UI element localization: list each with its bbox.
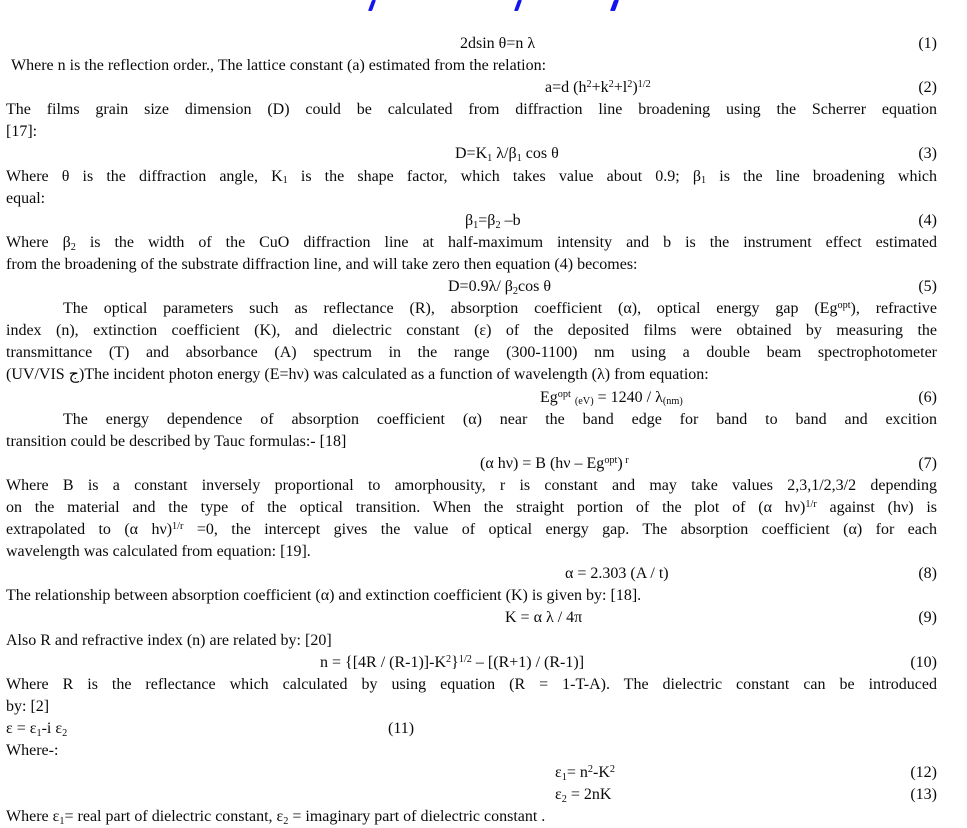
equation-formula: $n = \{[4R / (R-1)]-K^2\}^{1/2} - [(R+1) / (R-1)]$	[320, 653, 585, 671]
equation-line-4	[6, 210, 937, 232]
paragraph-line: from the broadening of the substrate diffraction line, and will take zero then equation (4) becomes:	[6, 255, 638, 273]
paragraph-line: equal:	[6, 189, 46, 207]
equation-line-2	[6, 77, 937, 99]
equation-number: (10)	[910, 653, 937, 671]
equation-formula: $Eg^{opt}$ $_{(eV)} = 1240 / \lambda_{(nm)}$	[540, 388, 683, 408]
equation-line-6	[6, 387, 937, 409]
paragraph-line: Where-:	[6, 742, 59, 759]
paragraph-line: Also R and refractive index (n) are related by: [20]	[6, 631, 332, 649]
equation-line-5	[6, 276, 937, 298]
paragraph-line: on the material and the type of the optical transition. When the straight portion of the plot of (α hν)$^{1/r}$ against (hν) is	[6, 498, 937, 516]
paragraph-line: (UV/VIS ج)The incident photon energy (E=hν) was calculated as a function of wavelength (λ) from equation:	[6, 366, 709, 384]
paragraph-line: Where R is the reflectance which calculated by using equation (R = 1-T-A). The dielectric constant can be introduced	[6, 675, 937, 693]
equation-line-11	[6, 718, 937, 740]
equation-formula: a=d $(h^2+k^2+l^2)^{1/2}$	[545, 79, 651, 97]
equation-formula: 2dsin θ=n λ	[460, 35, 536, 52]
equation-number: (2)	[918, 79, 937, 97]
equation-line-7	[6, 453, 937, 475]
paragraph-line: index (n), extinction coefficient (K), and dielectric constant (ε) of the deposited films were obtained by measuring the	[6, 322, 937, 340]
paragraph-line: wavelength was calculated from equation: [19].	[6, 543, 311, 561]
equation-formula: $\beta_1=\beta_2$ –b	[465, 211, 521, 231]
equation-formula: D=0.9λ/ $\beta_2\cos$ θ	[448, 278, 552, 297]
equation-formula: α = 2.303 (A / t)	[565, 565, 669, 583]
paragraph-line: extrapolated to (α hν)$^{1/r}$ =0, the intercept gives the value of optical energy gap. The absorption coefficient (α) for each	[6, 521, 937, 539]
paragraph-line: [17]:	[6, 123, 38, 141]
equation-formula: $\varepsilon_1= n^2-K^2$	[555, 764, 616, 783]
paragraph-line: transmittance (T) and absorbance (A) spectrum in the range (300-1100) nm using a double beam spectrophotometer	[6, 344, 937, 362]
equation-number: (8)	[918, 565, 937, 583]
paragraph-line: Where $\beta_2$ is the width of the CuO diffraction line at half-maximum intensity and b is the instrument effect estimated	[6, 233, 937, 253]
equation-formula: $\varepsilon = \varepsilon_1-i$ $\varepsilon_2$	[6, 719, 68, 739]
equation-formula: $\varepsilon_2 = 2nK$	[555, 786, 612, 806]
paragraph-line: The energy dependence of absorption coefficient (α) near the band edge for band to band and excition	[63, 410, 937, 428]
equation-number: (12)	[910, 764, 937, 782]
equation-number: (1)	[918, 35, 937, 52]
paragraph-line: The films grain size dimension (D) could be calculated from diffraction line broadening using the Scherrer equation	[6, 101, 937, 119]
equation-number: (13)	[910, 786, 937, 804]
paragraph-line: The relationship between absorption coefficient (α) and extinction coefficient (K) is given by: [18].	[6, 587, 642, 605]
paragraph-line: by: [2]	[6, 697, 50, 715]
equation-number: (3)	[918, 145, 937, 163]
equation-number: (11)	[388, 719, 415, 737]
equation-line-10	[6, 652, 937, 674]
equation-number: (6)	[918, 388, 937, 406]
equation-formula: $D=K_1$ $\lambda/\beta_1$ cos θ	[455, 145, 559, 165]
equation-line-13	[6, 784, 937, 806]
equation-line-8	[6, 563, 937, 585]
paragraph-line: transition could be described by Tauc formulas:- [18]	[6, 432, 347, 450]
equation-line-3	[6, 143, 937, 165]
paragraph-line: Where θ is the diffraction angle, $K_1$ is the shape factor, which takes value about 0.9; $\beta_1$ is the line broadening which	[6, 167, 937, 187]
equation-line-1	[6, 33, 937, 55]
equation-number: (9)	[918, 609, 937, 627]
equation-number: (4)	[918, 211, 937, 229]
paragraph-line: Where $\varepsilon_1=$ real part of dielectric constant, $\varepsilon_2$ = imaginary part of dielectric constant .	[6, 808, 546, 828]
equation-number: (7)	[918, 454, 937, 472]
equation-formula: (α hν) = B $(h\nu - Eg^{opt})$ $^r$	[480, 454, 629, 472]
equation-number: (5)	[918, 278, 937, 296]
paragraph-line: Where B is a constant inversely proportional to amorphousity, r is constant and may take values 2,3,1/2,3/2 depending	[6, 476, 937, 494]
equation-line-9	[6, 607, 937, 629]
paragraph-line: Where n is the reflection order., The lattice constant (a) estimated from the relation:	[11, 57, 547, 75]
paragraph-line: The optical parameters such as reflectance (R), absorption coefficient (α), optical energy gap $(Eg^{opt})$, refractive	[63, 300, 937, 318]
equation-formula: K = α λ / 4π	[505, 609, 583, 627]
equation-line-12	[6, 762, 937, 784]
